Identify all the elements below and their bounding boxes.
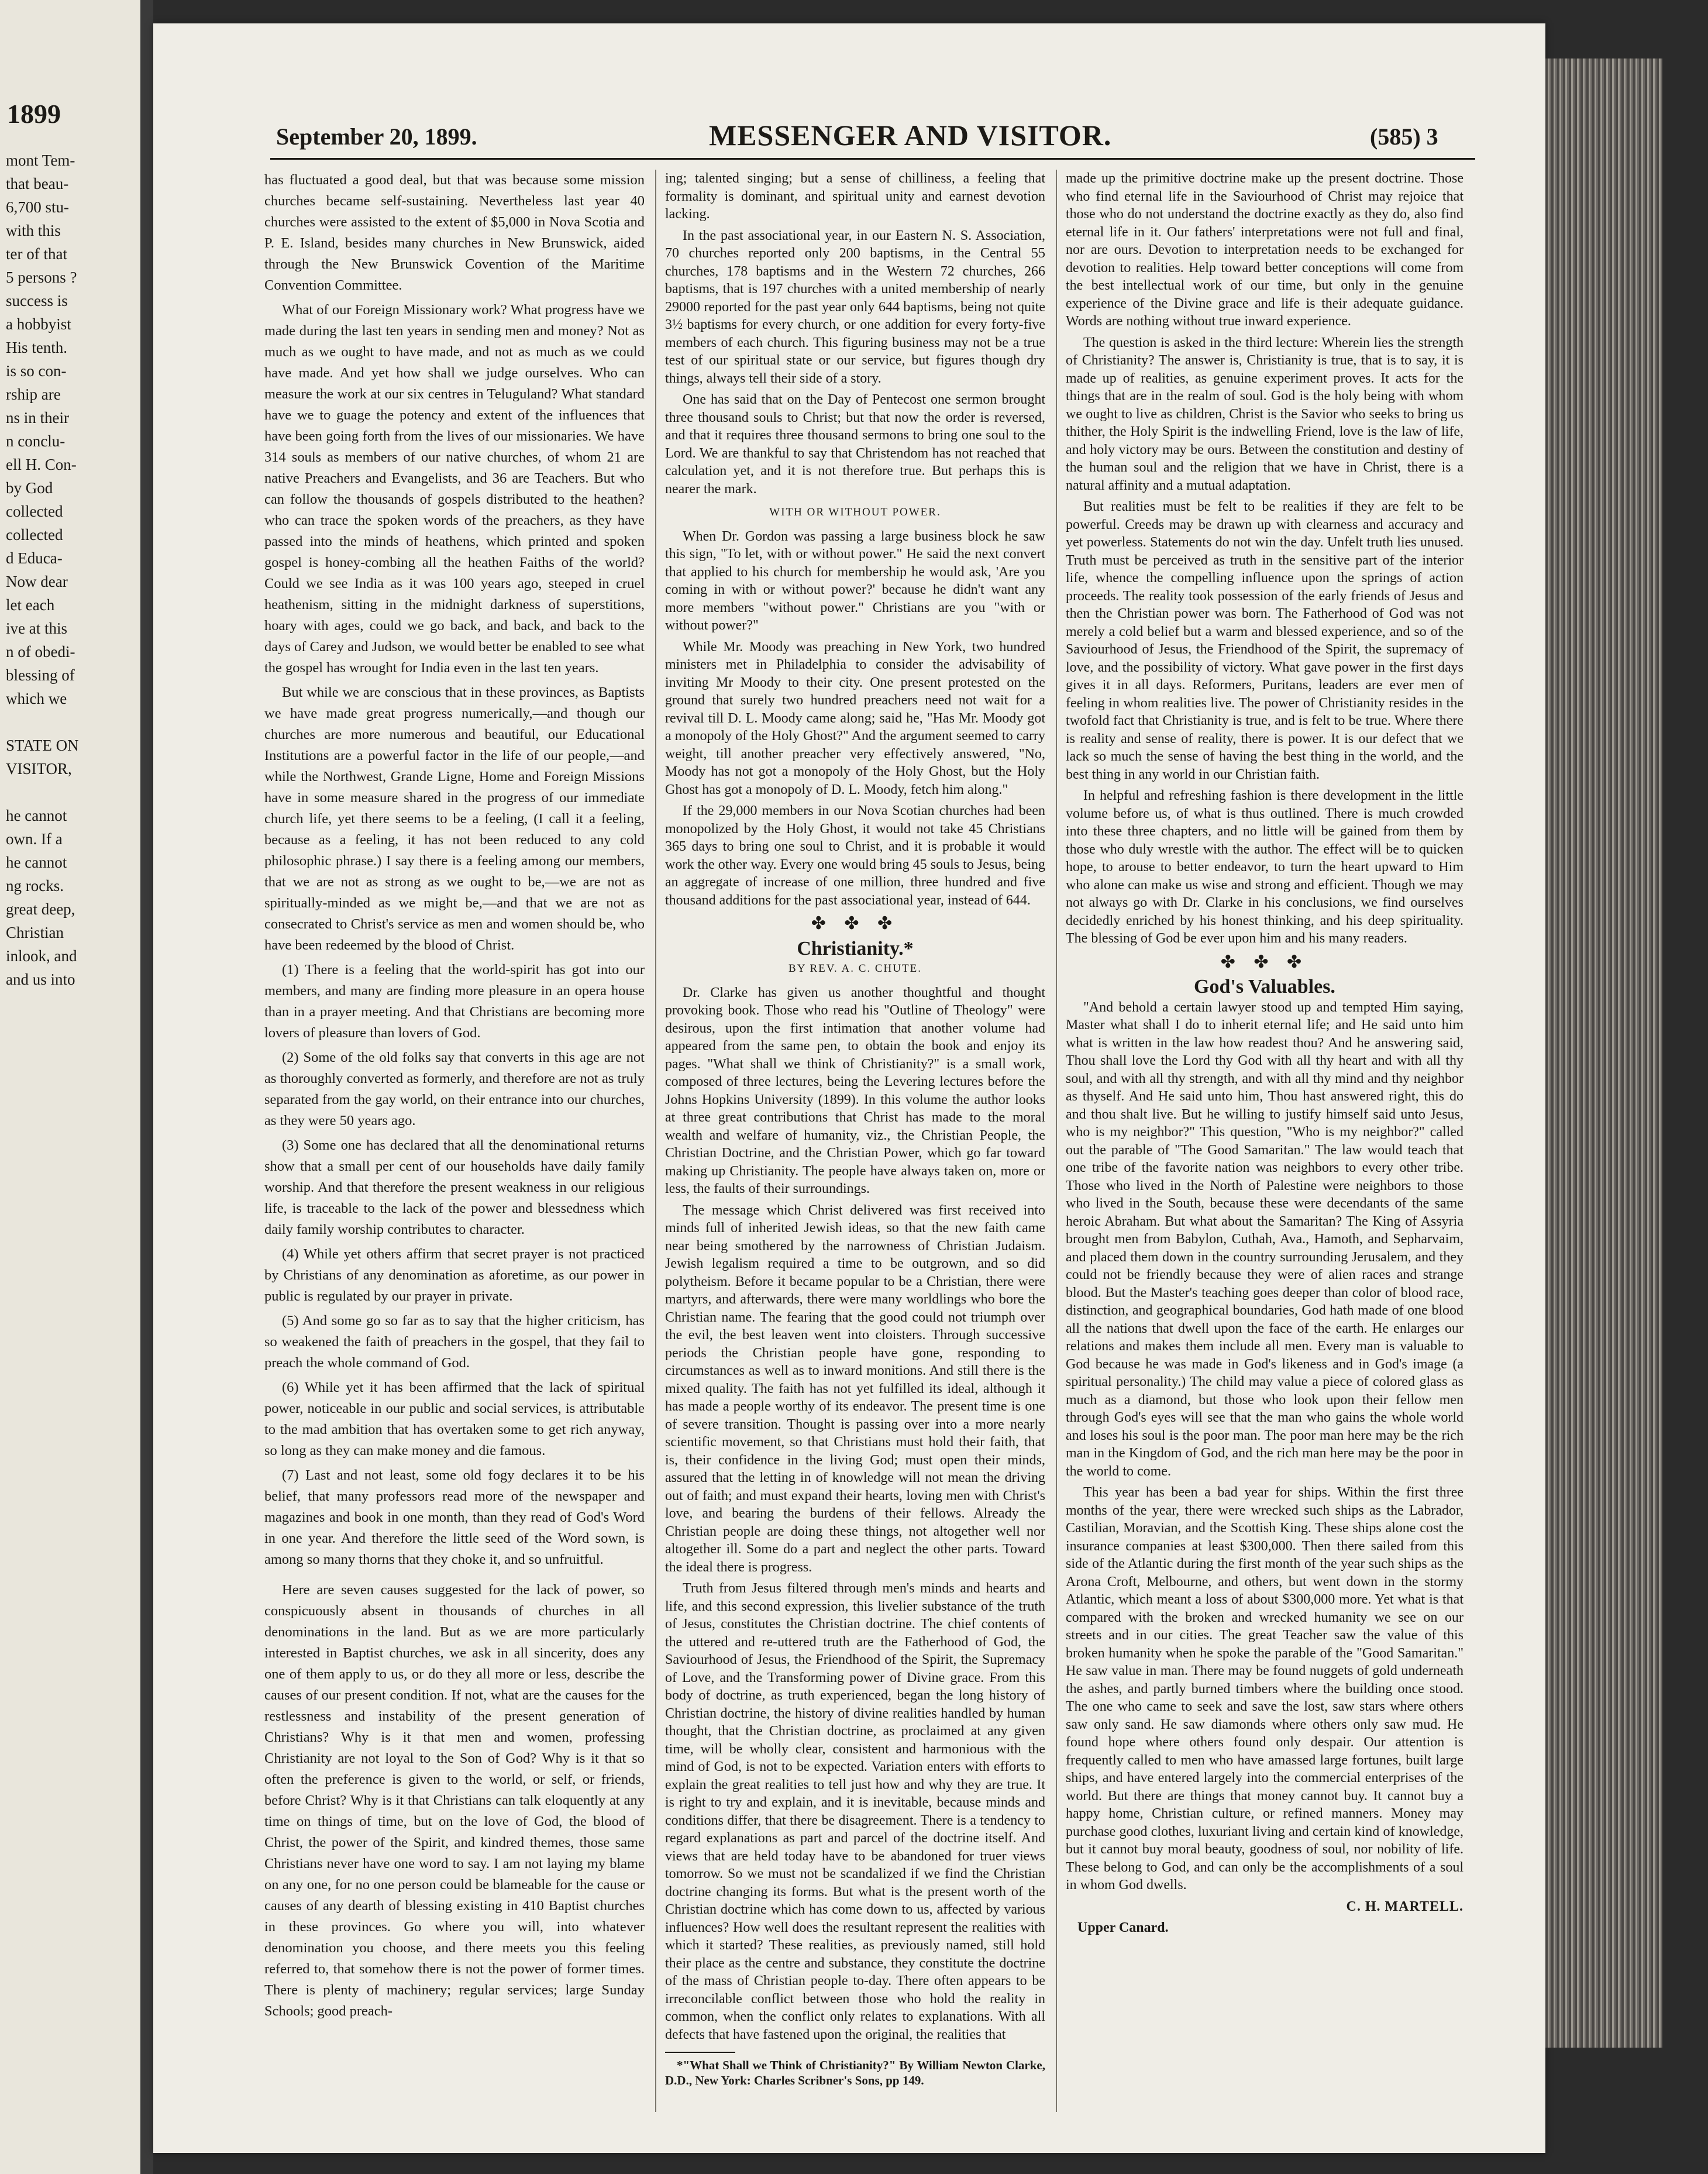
paragraph: (7) Last and not least, some old fogy declares it to be his belief, that many professors read more of the newspaper and magazines and book in one month, than they read of God's Word in one year. And therefore the little seed of the Word sown, is among so many thorns that they choke it, and so unfruitful. (264, 1467, 645, 1567)
previous-page-fragment: ns in their (6, 409, 69, 426)
section-ornament: ✤ ✤ ✤ (1220, 952, 1309, 972)
paragraph: The message which Christ delivered was first received into minds full of inherited Jewish ideas, so that the new faith came near being smothered by the narrowness of Christian Judaism. Jewish legalism required a time to be outgrown, and so did polytheism. Before it became popular to be a Christian, there were martyrs, and afterwards, there were many worldlings who bore the Christian name. The fearing that the good could not triumph over the evil, the best leaven went into cloisters. Through successive periods the Christian people have gone, responding to circumstances as well as to inward monitions. And still there is the mixed quality. The faith has not yet fulfilled its ideal, although it has made a people worthy of its endeavor. The present time is one of severe transition. Thought is passing over into a more nearly scientific movement, so that Christians must hold their faith, that is, their confidence in the living God; must open their minds, assured that the letting in of knowledge will not mean the driving out of faith; and must expand their hearts, loving men with Christ's love, and bearing the burdens of their fellows. Already the Christian people are doing these things, not altogether well nor altogether ill. Some do a part and neglect the other parts. Toward the ideal there is progress. (665, 1202, 1045, 1575)
column-2 (665, 170, 1045, 2092)
previous-page-fragment: 6,700 stu- (6, 198, 69, 216)
previous-page-fragment: STATE ON (6, 737, 79, 754)
paragraph: (1) There is a feeling that the world-spirit has got into our members, and many are finding more pleasure in an opera house than in a prayer meeting. And that Christians are becoming more lovers of pleasure than lovers of God. (264, 962, 645, 1041)
previous-page-fragment: ter of that (6, 245, 67, 263)
previous-page-fragment: ive at this (6, 620, 67, 637)
header-rule (270, 158, 1475, 160)
previous-page-fragment: VISITOR, (6, 760, 72, 778)
paragraph: But while we are conscious that in these provinces, as Baptists we have made great progress numerically,—and though our churches are more numerous and beautiful, our Educational Institutions are a powerful factor in the life of our people,—and while the Northwest, Grande Ligne, Home and Foreign Missions have in some measure shared in the progress of our immediate church life, yet there seems to be a feeling, (I call it a feeling, because as a feeling, it has not been reduced to any cold philosophic phrase.) I say there is a feeling among our members, that we are not as strong as we ought to be,—we are not as spiritually-minded as we might be,—and that we are not as consecrated to Christ's service as men and women should be, who have been redeemed by the blood of Christ. (264, 684, 645, 953)
page-header (153, 23, 1545, 152)
previous-page-fragment: blessing of (6, 666, 75, 684)
paragraph: What of our Foreign Missionary work? What progress have we made during the last ten years in sending men and money? Not as much as we ought to have made, and not as much as we could have made. And yet how shall we judge ourselves. Who can measure the work at our six centres in Teluguland? What standard have we to guage the potency and extent of the influences that have been going forth from the lives of our missionaries. We have 314 souls as members of our native churches, of whom 21 are native Preachers and Evangelists, and 36 are Teachers. But who can follow the thousands of gospels distributed to the heathen? who can trace the spoken words of the preachers, as they have passed into the minds of heathens, which printed and spoken gospel is honey-combing all the heathen Faiths of the world? Could we see India as it was 100 years ago, steeped in cruel heathenism, sitting in the midnight darkness of superstitions, hoary with ages, could we go back, and back, and back to the days of Carey and Judson, we would better be enabled to see what the gospel has wrought for India even in the last ten years. (264, 302, 645, 676)
previous-page-fragment: that beau- (6, 175, 69, 192)
previous-page-fragment: he cannot (6, 807, 67, 824)
previous-page-fragment: ell H. Con- (6, 456, 77, 473)
header-date: September 20, 1899. (276, 123, 477, 150)
previous-page-fragment: 5 persons ? (6, 269, 77, 286)
previous-page-fragment: a hobbyist (6, 315, 71, 333)
previous-page-fragment: collected (6, 526, 63, 544)
page-stack-edge (1545, 59, 1662, 2048)
previous-page-fragment: d Educa- (6, 549, 63, 567)
paragraph: This year has been a bad year for ships. Within the first three months of the year, there were wrecked such ships as the Labrador, Castilian, Moravian, and the Scottish King. These ships alone cost the insurance companies at least $300,000. Then there sailed from this side of the Atlantic during the first month of the year such ships as the Arona Croft, Melbourne, and others, but went down in the stormy Atlantic, which meant a loss of about $300,000 more. Yet what is that compared with the broken and wrecked humanity we see on our streets and in our cities. The great Teacher saw the value of this broken humanity when he spoke the parable of the "Good Samaritan." He saw value in man. There may be found nuggets of gold underneath the ashes, and partly burned timbers where the building once stood. The one who came to seek and save the lost, saw stars where others saw only sand. He saw diamonds where others only saw mud. He found hope where others found only despair. Our attention is frequently called to men who have amassed large fortunes, built large ships, and have entered largely into the commercial enterprises of the world. But there are things that money cannot buy. It cannot buy a happy home, Christian culture, or refined manners. Money may purchase good clothes, luxuriant living and certain kind of knowledge, but it cannot buy moral beauty, goodness of soul, nor nobility of life. These belong to God, and can only be the accomplishments of a soul in whom God dwells. (1066, 1485, 1463, 1893)
article-byline: BY REV. A. C. CHUTE. (788, 962, 922, 975)
paragraph: Here are seven causes suggested for the lack of power, so conspicuously absent in thousands of churches in all denominations in the land. But as we are more particularly interested in Baptist churches, we ask in all sincerity, does any one of them apply to us, or do they all more or less, describe the causes of our present condition. If not, what are the causes for the restlessness and instability of the present generation of Christians? Why is it that men and women, professing Christianity are not loyal to the Son of God? Why is it that so often the preference is given to the world, or self, or friends, before Christ? Why is it that Christians can talk eloquently at any time on things of time, but on the love of God, the blood of Christ, the power of the Spirit, and kindred themes, those same Christians never have one word to say. I am not laying my blame on any one, for no one person could be blameable for the cause or causes of any dearth of blessing existing in 410 Baptist churches in these provinces. Go where you will, into whatever denomination you choose, and there meets you this feeling referred to, that somehow there is not the power of former times. There is plenty of machinery; regular services; large Sunday Schools; good preach- (264, 1582, 645, 2019)
previous-page-fragment: rship are (6, 386, 61, 403)
previous-page-fragment: great deep, (6, 900, 75, 918)
section-ornament: ✤ ✤ ✤ (811, 914, 900, 933)
previous-page-fragment: ng rocks. (6, 877, 64, 895)
footnote-rule (665, 2052, 735, 2053)
paragraph: Truth from Jesus filtered through men's minds and hearts and life, and this second expression, this livelier substance of the truth of Jesus, constitutes the Christian doctrine. The chief contents of the uttered and re-uttered truth are the Fatherhood of God, the Saviourhood of Jesus, the Friendhood of the Spirit, the Supremacy of Love, and the Transforming power of Divine grace. From this body of doctrine, as truth experienced, began the long history of Christian doctrine, the history of divine realities handled by human thought, that the Christian doctrine, as proclaimed at any given time, will be wholly clear, consistent and harmonious with the mind of God, is not to be expected. Variation enters with efforts to explain the great realities to tell just how and why they are true. It is right to try and explain, and it is inevitable, because minds and conditions differ, that there be disagreement. There is a tendency to regard explanations as part and parcel of the doctrine itself. And views that are held today have to be abandoned for truer views tomorrow. So we must not be scandalized if we find the Christian doctrine changing its forms. But what is the present worth of the Christian doctrine which has come down to us, affected by various influences? How well does the resultant represent the realities with which it started? These realities, as previously named, still hold their place as the centre and substance, they constitute the doctrine of the mass of Christian people to-day. There often appears to be irreconcilable conflict between those who hold the reality in common, when the conflict only relates to explanations. With all defects that have fastened upon the original, the realities that (665, 1581, 1045, 2042)
previous-page-fragment: inlook, and (6, 947, 77, 965)
previous-page-fragment: collected (6, 503, 63, 520)
previous-page-fragment: with this (6, 222, 61, 239)
previous-page-year: 1899 (7, 99, 61, 129)
header-page-number: (585) 3 (1370, 123, 1438, 150)
book-gutter (140, 0, 153, 2174)
paragraph: (4) While yet others affirm that secret prayer is not practiced by Christians of any denomination as aforetime, as our power in public is regulated by our prayer in private. (264, 1246, 645, 1304)
article-heading: Christianity.* (797, 937, 914, 959)
paragraph: ing; talented singing; but a sense of chilliness, a feeling that formality is dominant, and spiritual unity and earnest devotion lacking. (665, 171, 1045, 222)
previous-page-fragment: which we (6, 690, 67, 707)
previous-page-fragment: His tenth. (6, 339, 67, 356)
column-divider (655, 170, 656, 2112)
article-place: Upper Canard. (1077, 1920, 1169, 1935)
paragraph: But realities must be felt to be realities if they are felt to be powerful. Creeds may be drawn up with clearness and accuracy and yet powerless. Statements do not win the day. Unfelt truth lies unused. Truth must be perceived as truth in the sensitive part of the interior life, whence the compelling influence upon the springs of action proceeds. The reality took possession of the early friends of Jesus and then the Christian power was born. The Fatherhood of God was not merely a cold belief but a warm and blessed experience, and so of the Saviourhood of Jesus, the Friendhood of the Spirit, the supremacy of love, and the possibility of victory. What gave power in the first days gives it in all days. Reformers, Puritans, leaders are ever men of feeling in whom realities live. The power of Christianity resides in the twofold fact that Christianity is true, and is felt to be true. Where there is reality and sense of reality, there is power. It is our defect that we lack so much the sense of having the best thing in the world, and the best thing in any world in our Christian faith. (1066, 499, 1463, 782)
column-divider (1056, 170, 1057, 2112)
paragraph: made up the primitive doctrine make up the present doctrine. Those who find eternal life in the Saviourhood of Christ may rejoice that those who do not understand the doctrine exactly as they do, also find eternal life in it. Our fathers' interpretations were not full and final, nor are ours. Devotion to interpretation needs to be exchanged for devotion to realities. Help toward better conceptions will come from the best intellectual work of our time, but only in the genuine experience of the Divine grace and life is their adequate guidance. Words are nothing without true inward experience. (1066, 171, 1463, 329)
column-1 (264, 170, 645, 2025)
paragraph: While Mr. Moody was preaching in New York, two hundred ministers met in Philadelphia to consider the advisability of inviting Mr Moody to their city. One present protested on the ground that surely two hundred preachers need not wait for a revival till D. L. Moody came along; said he, "Has Mr. Moody got a monopoly of the Holy Ghost?" And the argument seemed to carry weight, till another preacher very effectively answered, "No, Moody has not got a monopoly of the Holy Ghost, but the Holy Ghost has got a monopoly of D. L. Moody, fetch him along." (665, 639, 1045, 797)
previous-page-fragment: n conclu- (6, 432, 66, 450)
paragraph: When Dr. Gordon was passing a large business block he saw this sign, "To let, with or without power." He said the next convert that applied to his church for membership he would ask, 'Are you coming in with or without power?' because he didn't want any more members "without power." Christians are you "with or without power?" (665, 528, 1045, 633)
previous-page-fragment: Christian (6, 924, 64, 941)
newspaper-page (153, 23, 1545, 2153)
article-heading: God's Valuables. (1194, 976, 1335, 997)
paragraph: "And behold a certain lawyer stood up and tempted Him saying, Master what shall I do to inherit eternal life; and He said unto him what is written in the law how readest thou? And he answering said, Thou shall love the Lord thy God with all thy heart and with all thy soul, and with all thy strength, and with all thy mind and thy neighbor as thyself. And He said unto him, Thou hast answered right, this do and thou shalt live. But he willing to justify himself said unto Jesus, who is my neighbor?" This question, "Who is my neighbor?" called out the parable of "The Good Samaritan." The law would teach that one tribe of the favorite nation was neighbors to every other tribe. Those who lived in the North of Palestine were neighbors to those who lived in the South, because these were decendants of the same heroic Abraham. But what about the Samaritan? The King of Assyria brought men from Babylon, Cuthah, Ava., Hamoth, and Sepharvaim, and placed them down in the country surrounding Jerusalem, and they could not be friendly because they were of alien races and strange blood. But the Master's teaching goes deeper than color of blood race, distinction, and geographical boundaries, God hath made of one blood all the nations that dwell upon the face of the earth. He enlarges our relations and makes them include all men. Every man is valuable to God because he was made in God's likeness and in God's image (a spiritual personality.) The child may value a piece of colored glass as much as a diamond, but those who look upon their fellow men through God's eyes will see that the man who gains the whole world and loses his soul is the poor man. The poor man here may be the rich man in the Kingdom of God, and the rich man here may be the poor in the world to come. (1066, 999, 1463, 1479)
previous-page-fragment: and us into (6, 971, 75, 988)
previous-page-fragment: by God (6, 479, 53, 497)
paragraph: The question is asked in the third lecture: Wherein lies the strength of Christianity? The answer is, Christianity is true, that is to say, it is made up of realities, as genuine experiment proves. It acts for the things that are in the realm of soul. God is the holy being with whom we ought to live as children, Christ is the Savior who seeks to bring us thither, the Holy Spirit is the indwelling Friend, love is the law of life, and holy victory may be ours. Between the constitution and destiny of the human soul and the religion that we have in Christ, there is a natural affinity and a mutual adaptation. (1066, 335, 1463, 493)
paragraph: has fluctuated a good deal, but that was because some mission churches became self-sustaining. Nevertheless last year 40 churches were assisted to the extent of $5,000 in Nova Scotia and P. E. Island, besides many churches in New Brunswick, aided through the New Brunswick Covention of the Maritime Convention Committee. (264, 172, 645, 293)
previous-page-fragment: own. If a (6, 830, 63, 848)
paragraph: (6) While yet it has been affirmed that the lack of spiritual power, noticeable in our public and social services, is attributable to the mad ambition that has overtaken some to get rich anyway, so long as they can make money and die famous. (264, 1380, 645, 1458)
footnote: *"What Shall we Think of Christianity?" By William Newton Clarke, D.D., New York: Charles Scribner's Sons, pp 149. (665, 2058, 1045, 2087)
previous-page-fragment: n of obedi- (6, 643, 75, 661)
previous-page-fragment: mont Tem- (6, 152, 75, 169)
paragraph: (3) Some one has declared that all the denominational returns show that a small per cent of our households have daily family worship. And that therefore the present weakness in our religious life, is traceable to the lack of the power and blessedness which daily family worship contributes to character. (264, 1137, 645, 1237)
previous-page-fragment: is so con- (6, 362, 67, 380)
paragraph: Dr. Clarke has given us another thoughtful and thought provoking book. Those who read his "Outline of Theology" were desirous, upon the first intimation that another volume had appeared from the same pen, to obtain the book and enjoy its pages. "What shall we think of Christianity?" is a small work, composed of three lectures, being the Levering lectures before the Johns Hopkins University (1899). In this volume the author looks at three great contributions that Christ has made to the moral wealth and welfare of humanity, viz., the Christian People, the Christian Doctrine, and the Christian Power, which go far toward making up Christianity. The people have always taken on, more or less, the faults of their surroundings. (665, 985, 1045, 1196)
paragraph: In the past associational year, in our Eastern N. S. Association, 70 churches reported only 200 baptisms, in the Central 55 churches, 178 baptisms and in the Western 72 churches, 266 baptisms, that is 197 churches with a united membership of nearly 29000 reported for the past year only 644 baptisms, being not quite 3½ baptisms for every church, or one addition for every forty-five members of each church. This figuring business may not be a true test of our spiritual state or our service, but figures though dry things, always tell their side of a story. (665, 228, 1045, 386)
subheading: WITH OR WITHOUT POWER. (769, 506, 941, 518)
article-signature: C. H. MARTELL. (1346, 1898, 1463, 1914)
previous-page-margin (0, 0, 140, 2174)
previous-page-fragment: Now dear (6, 573, 68, 590)
paragraph: In helpful and refreshing fashion is there development in the little volume before us, of what is thus outlined. There is much crowded into these three chapters, and no little will be gained from them by those who duly wrestle with the author. The effect will be to quicken hope, to arouse to better endeavor, to turn the heart upward to Him who alone can make us wise and strong and efficient. Though we may not always go with Dr. Clarke in his conclusions, we find ourselves decidedly enriched by his honest thinking, and his deep spirituality. The blessing of God be ever upon him and his many readers. (1066, 788, 1463, 946)
previous-page-fragment: let each (6, 596, 55, 614)
column-3 (1066, 170, 1463, 1941)
paragraph: (5) And some go so far as to say that the higher criticism, has so weakened the faith of preachers in the gospel, that they fail to preach the whole command of God. (264, 1313, 645, 1371)
previous-page-fragment: he cannot (6, 854, 67, 871)
previous-page-fragment: success is (6, 292, 68, 309)
header-title: MESSENGER AND VISITOR. (709, 119, 1112, 152)
paragraph: (2) Some of the old folks say that converts in this age are not as thoroughly converted as formerly, and therefore are not as truly separated from the gay world, on their entrance into our churches, as they were 50 years ago. (264, 1050, 645, 1129)
paragraph: One has said that on the Day of Pentecost one sermon brought three thousand souls to Christ; but that now the order is reversed, and that it requires three thousand sermons to bring one soul to the Lord. We are thankful to say that Christendom has not reached that calculation yet, and it is not therefore true. But perhaps this is nearer the mark. (665, 392, 1045, 497)
paragraph: If the 29,000 members in our Nova Scotian churches had been monopolized by the Holy Ghost, it would not take 45 Christians 365 days to bring one soul to Christ, and it is probable it would work the other way. Every one would bring 45 souls to Jesus, being an aggregate of increase of one million, three hundred and five thousand additions for the past associational year, instead of 644. (665, 803, 1045, 908)
